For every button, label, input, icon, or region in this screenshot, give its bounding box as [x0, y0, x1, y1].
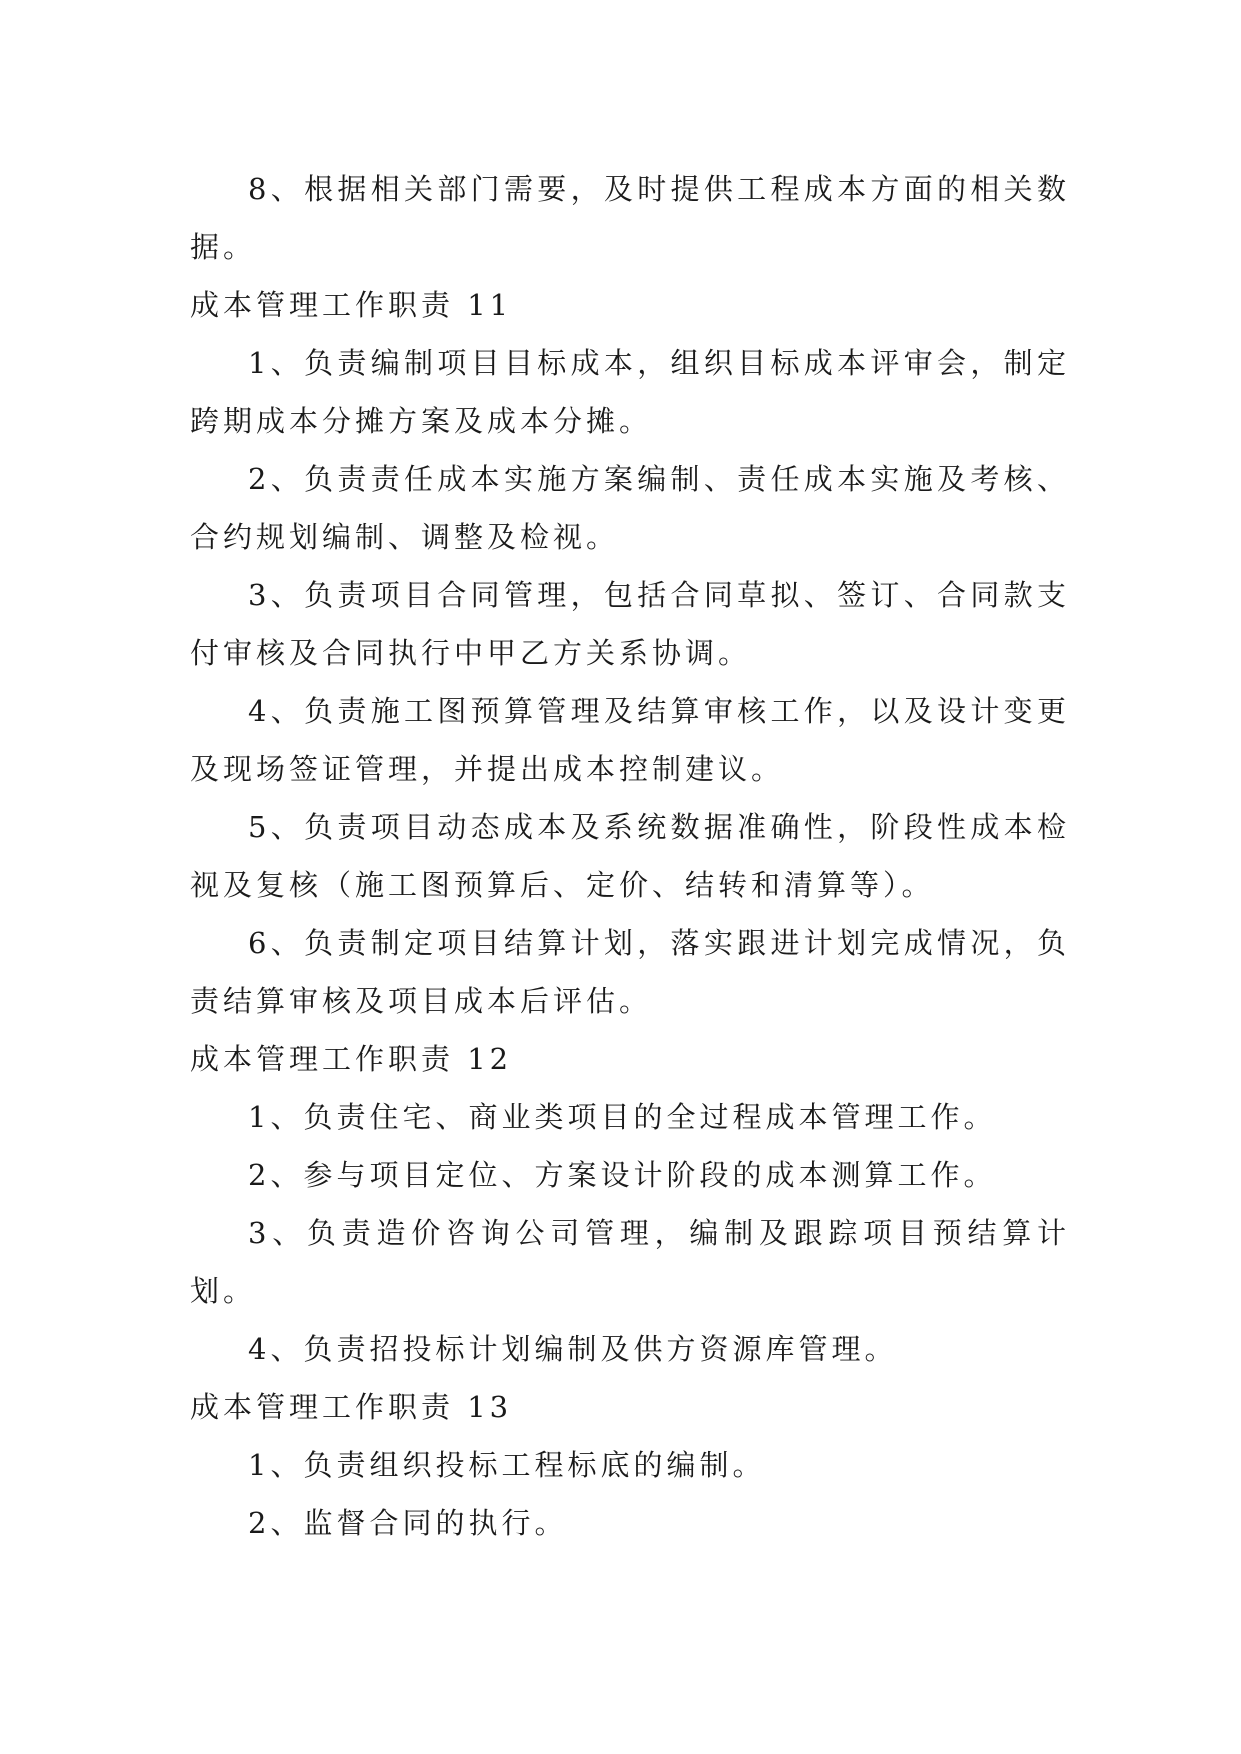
section-heading-12: 成本管理工作职责 12 [190, 1042, 513, 1076]
paragraph-12-4: 4、负责招投标计划编制及供方资源库管理。 [248, 1332, 898, 1366]
paragraph-11-5: 5、负责项目动态成本及系统数据准确性，阶段性成本检视及复核（施工图预算后、定价、结转和清算等）。 [190, 810, 1070, 902]
paragraph-11-3: 3、负责项目合同管理，包括合同草拟、签订、合同款支付审核及合同执行中甲乙方关系协调。 [190, 578, 1070, 670]
document-body [190, 160, 1070, 1552]
section-heading-11: 成本管理工作职责 11 [190, 288, 513, 322]
paragraph-item-8: 8、根据相关部门需要，及时提供工程成本方面的相关数据。 [190, 172, 1070, 264]
paragraph-12-1: 1、负责住宅、商业类项目的全过程成本管理工作。 [248, 1100, 997, 1134]
paragraph-11-2: 2、负责责任成本实施方案编制、责任成本实施及考核、合约规划编制、调整及检视。 [190, 462, 1070, 554]
paragraph-11-1: 1、负责编制项目目标成本，组织目标成本评审会，制定跨期成本分摊方案及成本分摊。 [190, 346, 1070, 438]
paragraph-13-2: 2、监督合同的执行。 [248, 1506, 568, 1540]
paragraph-11-4: 4、负责施工图预算管理及结算审核工作，以及设计变更及现场签证管理，并提出成本控制建议。 [190, 694, 1070, 786]
paragraph-12-2: 2、参与项目定位、方案设计阶段的成本测算工作。 [248, 1158, 997, 1192]
paragraph-11-6: 6、负责制定项目结算计划，落实跟进计划完成情况，负责结算审核及项目成本后评估。 [190, 926, 1070, 1018]
section-heading-13: 成本管理工作职责 13 [190, 1390, 513, 1424]
paragraph-13-1: 1、负责组织投标工程标底的编制。 [248, 1448, 766, 1482]
paragraph-12-3: 3、负责造价咨询公司管理，编制及跟踪项目预结算计划。 [190, 1216, 1070, 1308]
